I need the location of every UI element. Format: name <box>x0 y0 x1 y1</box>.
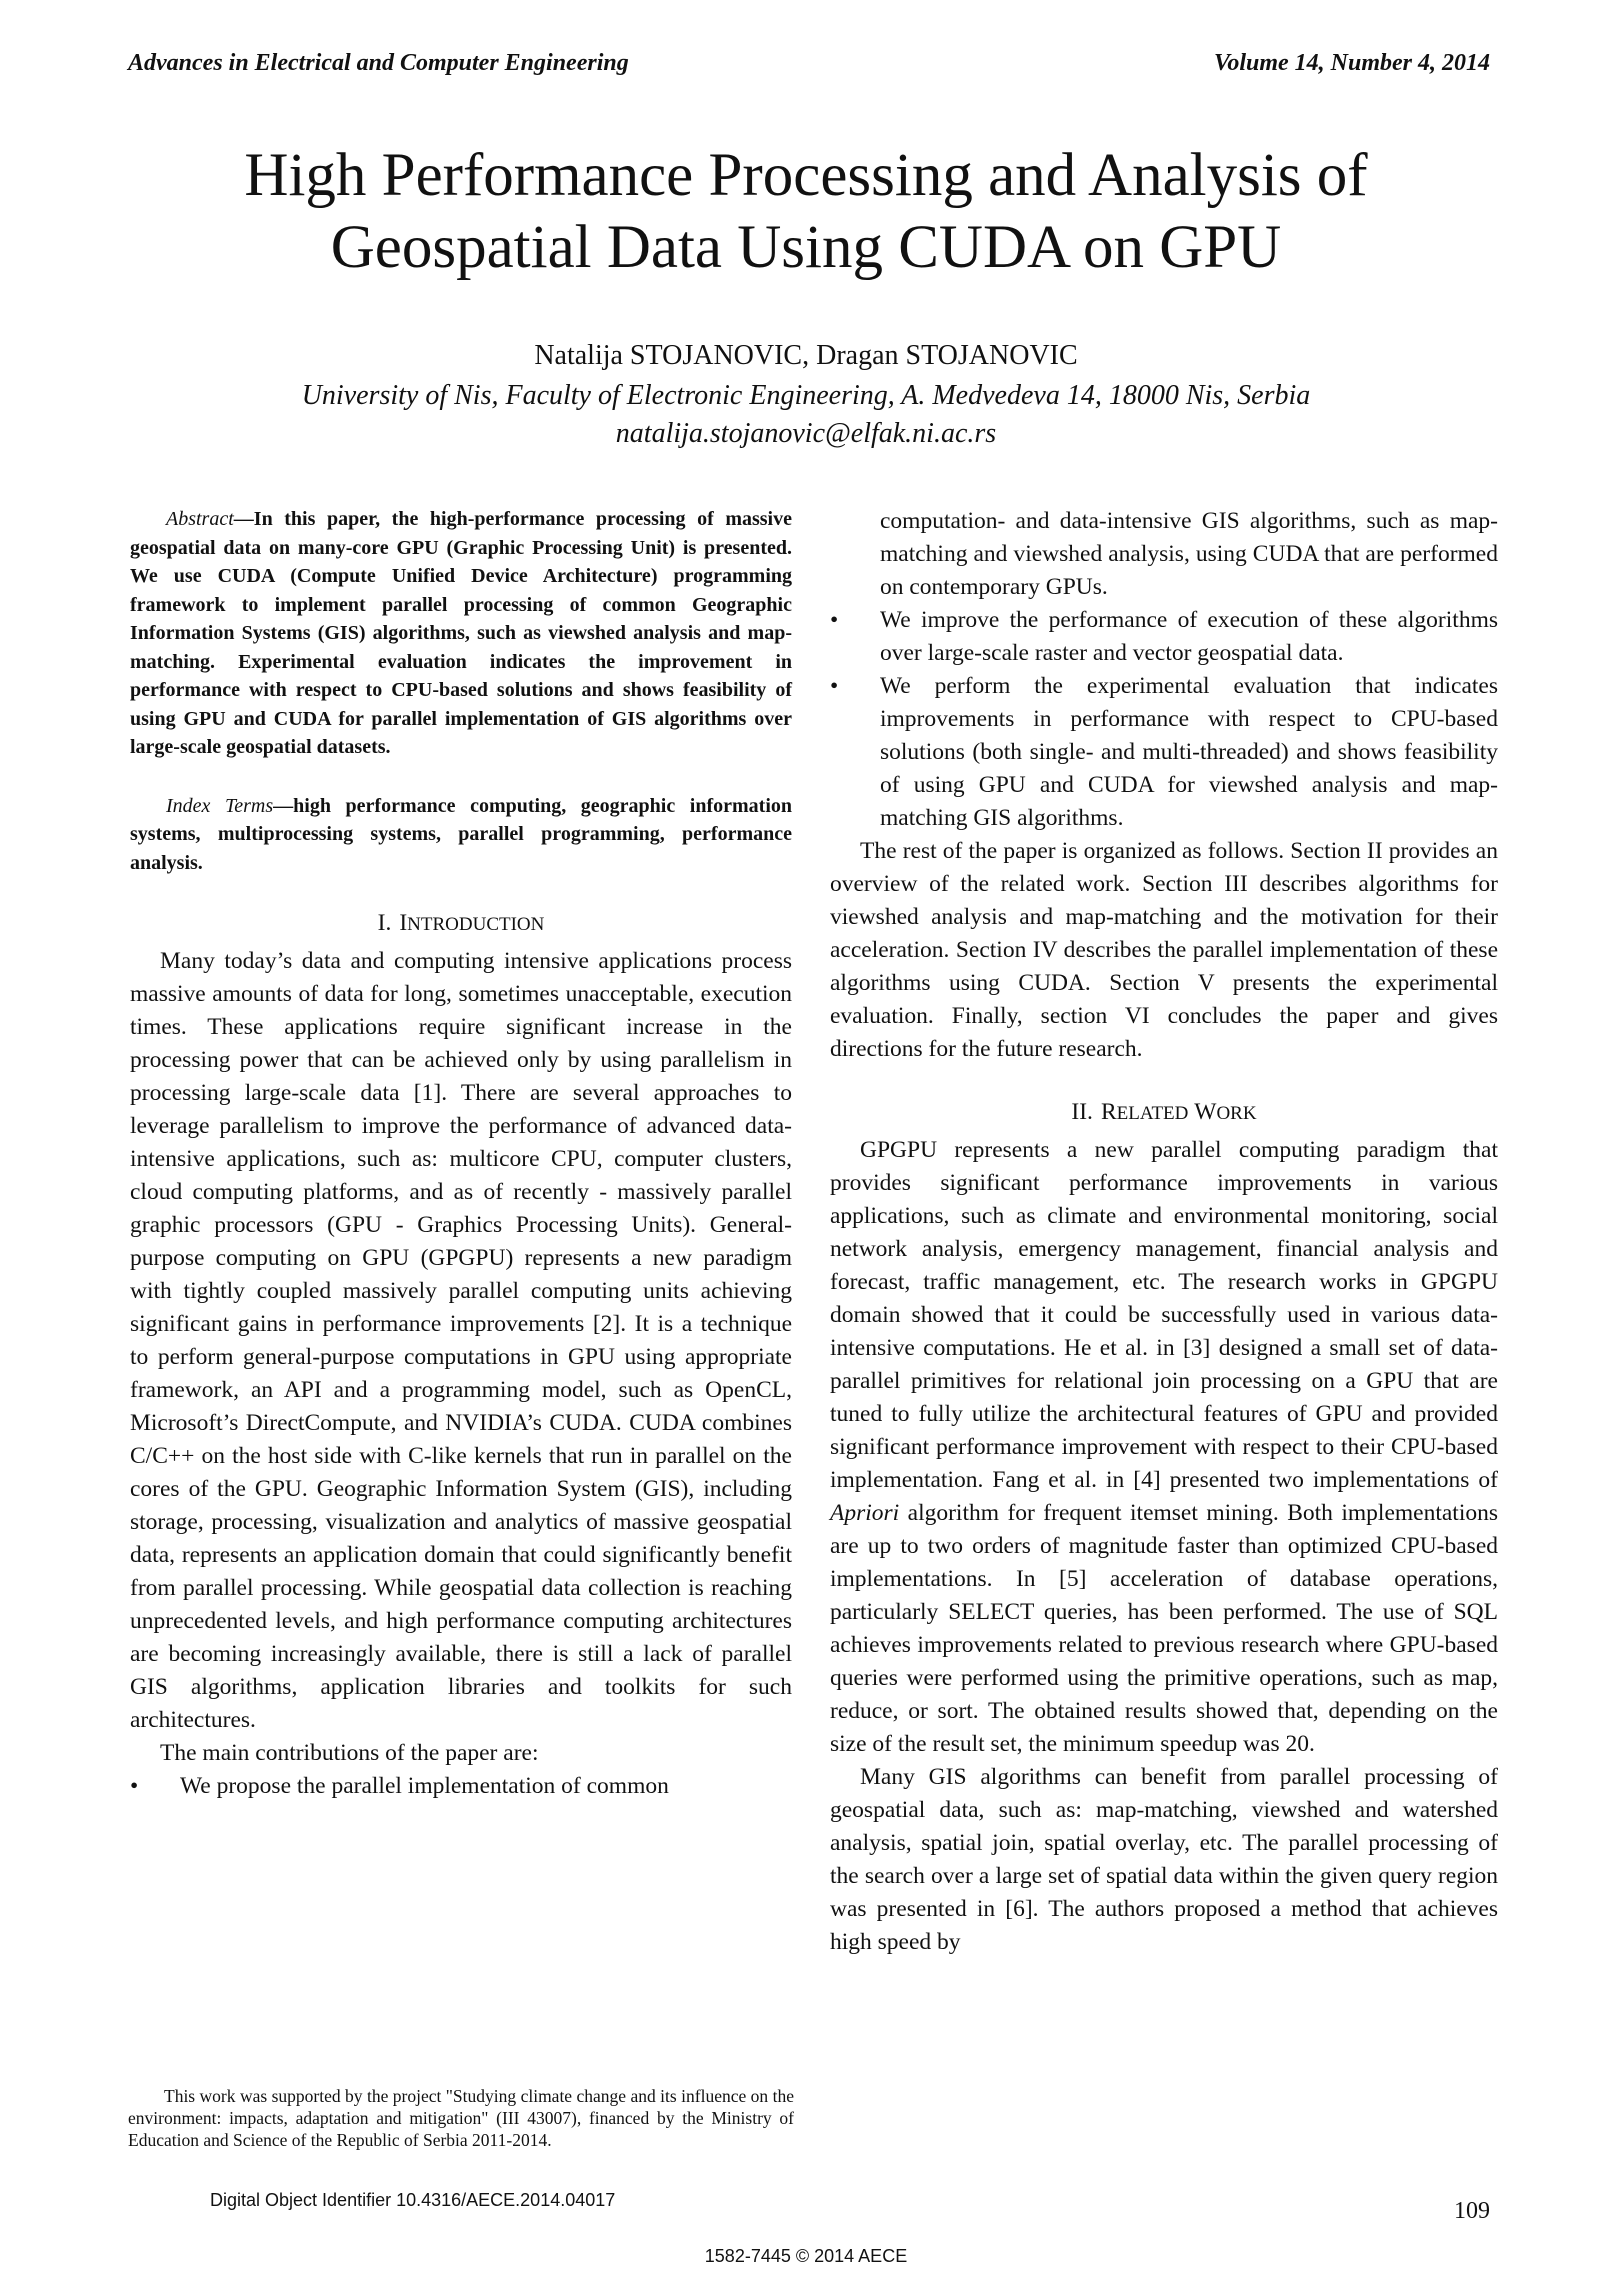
section-heading-related-work <box>830 1096 1498 1130</box>
authors: Natalija STOJANOVIC, Dragan STOJANOVIC <box>534 340 1078 371</box>
funding-footnote: This work was supported by the project "Studying climate change and its influence on the environment: impacts, adaptation and mitigation" (III 43007), financed by the Ministry of Education and Science of the Republic of Serbia 2011-2014. <box>128 2086 794 2150</box>
related-work-paragraph-2: Many GIS algorithms can benefit from parallel processing of geospatial data, such as: map-matching, viewshed and watershed analysis, spatial join, spatial overlay, etc. The parallel processing of the search over a large set of spatial data within the given query region was presented in [6]. The authors proposed a method that achieves high speed by <box>830 1764 1498 1955</box>
paragraph-text: GPGPU represents a new parallel computing paradigm that provides significant performance improvements in various applications, such as climate and environmental monitoring, social network analysis, emergency management, financial analysis and forecast, traffic management, etc. The research works in GPGPU domain showed that it could be successfully used in various data-intensive computations. He et al. in [3] designed a small set of data-parallel primitives for relational join processing on a GPU that are tuned to fully utilize the architectural features of GPU and provided significant performance improvement with respect to their CPU-based implementation. Fang et al. in [4] presented two implementations of <box>830 1137 1498 1493</box>
abstract-lead: Abstract <box>166 508 234 530</box>
section-title-rest: ELATED <box>1116 1103 1189 1124</box>
index-terms <box>130 792 792 878</box>
related-work-paragraph-1 <box>830 1134 1498 1761</box>
list-item: computation- and data-intensive GIS algorithms, such as map-matching and viewshed analysis, using CUDA that are performed on contemporary GPUs. <box>880 508 1498 600</box>
abstract-text: —In this paper, the high-performance processing of massive geospatial data on many-core GPU (Graphic Processing Unit) is presented. We use CUDA (Compute Unified Device Architecture) programming framework to implement parallel processing of common Geographic Information Systems (GIS) algorithms, such as viewshed analysis and map-matching. Experimental evaluation indicates the improvement in performance with respect to CPU-based solutions and shows feasibility of using GPU and CUDA for parallel implementation of GIS algorithms over large-scale geospatial datasets. <box>130 508 792 758</box>
list-item: • We propose the parallel implementation of common <box>130 1770 792 1803</box>
italic-term: Apriori <box>830 1500 900 1526</box>
volume-info: Volume 14, Number 4, 2014 <box>1213 50 1490 76</box>
journal-name: Advances in Electrical and Computer Engineering <box>128 50 629 76</box>
paper-title <box>130 140 1482 284</box>
contributions-list <box>830 505 1498 835</box>
contributions-list-start <box>130 1770 792 1803</box>
list-item: • We improve the performance of execution of these algorithms over large-scale raster and vector geospatial data. <box>830 604 1498 670</box>
abstract <box>130 505 792 762</box>
doi: Digital Object Identifier 10.4316/AECE.2014.04017 <box>210 2190 616 2210</box>
contributions-lead: The main contributions of the paper are: <box>160 1740 539 1766</box>
section-number: II. <box>1071 1099 1093 1125</box>
section-number: I. <box>377 910 392 936</box>
section-title-cap: R <box>1100 1099 1117 1125</box>
list-item: • We perform the experimental evaluation that indicates improvements in performance with respect to CPU-based solutions (both single- and multi-threaded) and shows feasibility of using GPU and CUDA for viewshed analysis and map-matching GIS algorithms. <box>830 670 1498 835</box>
index-terms-lead: Index Terms <box>166 794 274 817</box>
issn-copyright: 1582-7445 © 2014 AECE <box>704 2246 908 2266</box>
paragraph-text: algorithm for frequent itemset mining. Both implementations are up to two orders of magnitude faster than optimized CPU-based implementations. In [5] acceleration of database operations, particularly SELECT queries, has been performed. The use of SQL achieves improvements related to previous research where GPU-based queries were performed using the primitive operations, such as map, reduce, or sort. The obtained results showed that, depending on the size of the result set, the minimum speedup was 20. <box>830 1500 1498 1757</box>
organization-paragraph: The rest of the paper is organized as follows. Section II provides an overview of the related work. Section III describes algorithms for viewshed analysis and map-matching and the motivation for their acceleration. Section IV describes the parallel implementation of these algorithms using CUDA. Section V presents the experimental evaluation. Finally, section VI concludes the paper and gives directions for the future research. <box>830 838 1498 1062</box>
author-email: natalija.stojanovic@elfak.ni.ac.rs <box>615 418 997 449</box>
title-line-1: High Performance Processing and Analysis of <box>244 142 1368 209</box>
left-column <box>130 505 792 1803</box>
section-title-rest: ORK <box>1216 1103 1257 1124</box>
title-line-2: Geospatial Data Using CUDA on GPU <box>330 214 1282 281</box>
section-title-cap: W <box>1194 1099 1217 1125</box>
page-number: 109 <box>1454 2198 1490 2224</box>
intro-paragraph: Many today’s data and computing intensive applications process massive amounts of data for long, sometimes unacceptable, execution times. These applications require significant increase in the processing power that can be achieved only by using parallelism in processing large-scale data [1]. There are several approaches to leverage parallelism to improve the performance of advanced data-intensive applications, such as: multicore CPU, computer clusters, cloud computing platforms, and as of recently - massively parallel graphic processors (GPU - Graphics Processing Units). General-purpose computing on GPU (GPGPU) represents a new paradigm with tightly coupled massively parallel computing units achieving significant gains in performance improvements [2]. It is a technique to perform general-purpose computations in GPU using appropriate framework, an API and a programming model, such as OpenCL, Microsoft’s DirectCompute, and NVIDIA’s CUDA. CUDA combines C/C++ on the host side with C-like kernels that run in parallel on the cores of the GPU. Geographic Information System (GIS), including storage, processing, visualization and analytics of massive geospatial data, represents an application domain that could significantly benefit from parallel processing. While geospatial data collection is reaching unprecedented levels, and high performance computing architectures are becoming increasingly available, there is still a lack of parallel GIS algorithms, application libraries and toolkits for such architectures. <box>130 948 792 1733</box>
index-terms-text: —high performance computing, geographic information systems, multiprocessing systems, parallel programming, performance analysis. <box>130 794 792 874</box>
section-title-rest: NTRODUCTION <box>407 914 545 935</box>
right-column <box>830 505 1498 1959</box>
section-heading-introduction <box>130 907 792 941</box>
affiliation: University of Nis, Faculty of Electronic Engineering, A. Medvedeva 14, 18000 Nis, Serbia <box>301 380 1311 411</box>
section-title-cap: I <box>399 910 408 936</box>
